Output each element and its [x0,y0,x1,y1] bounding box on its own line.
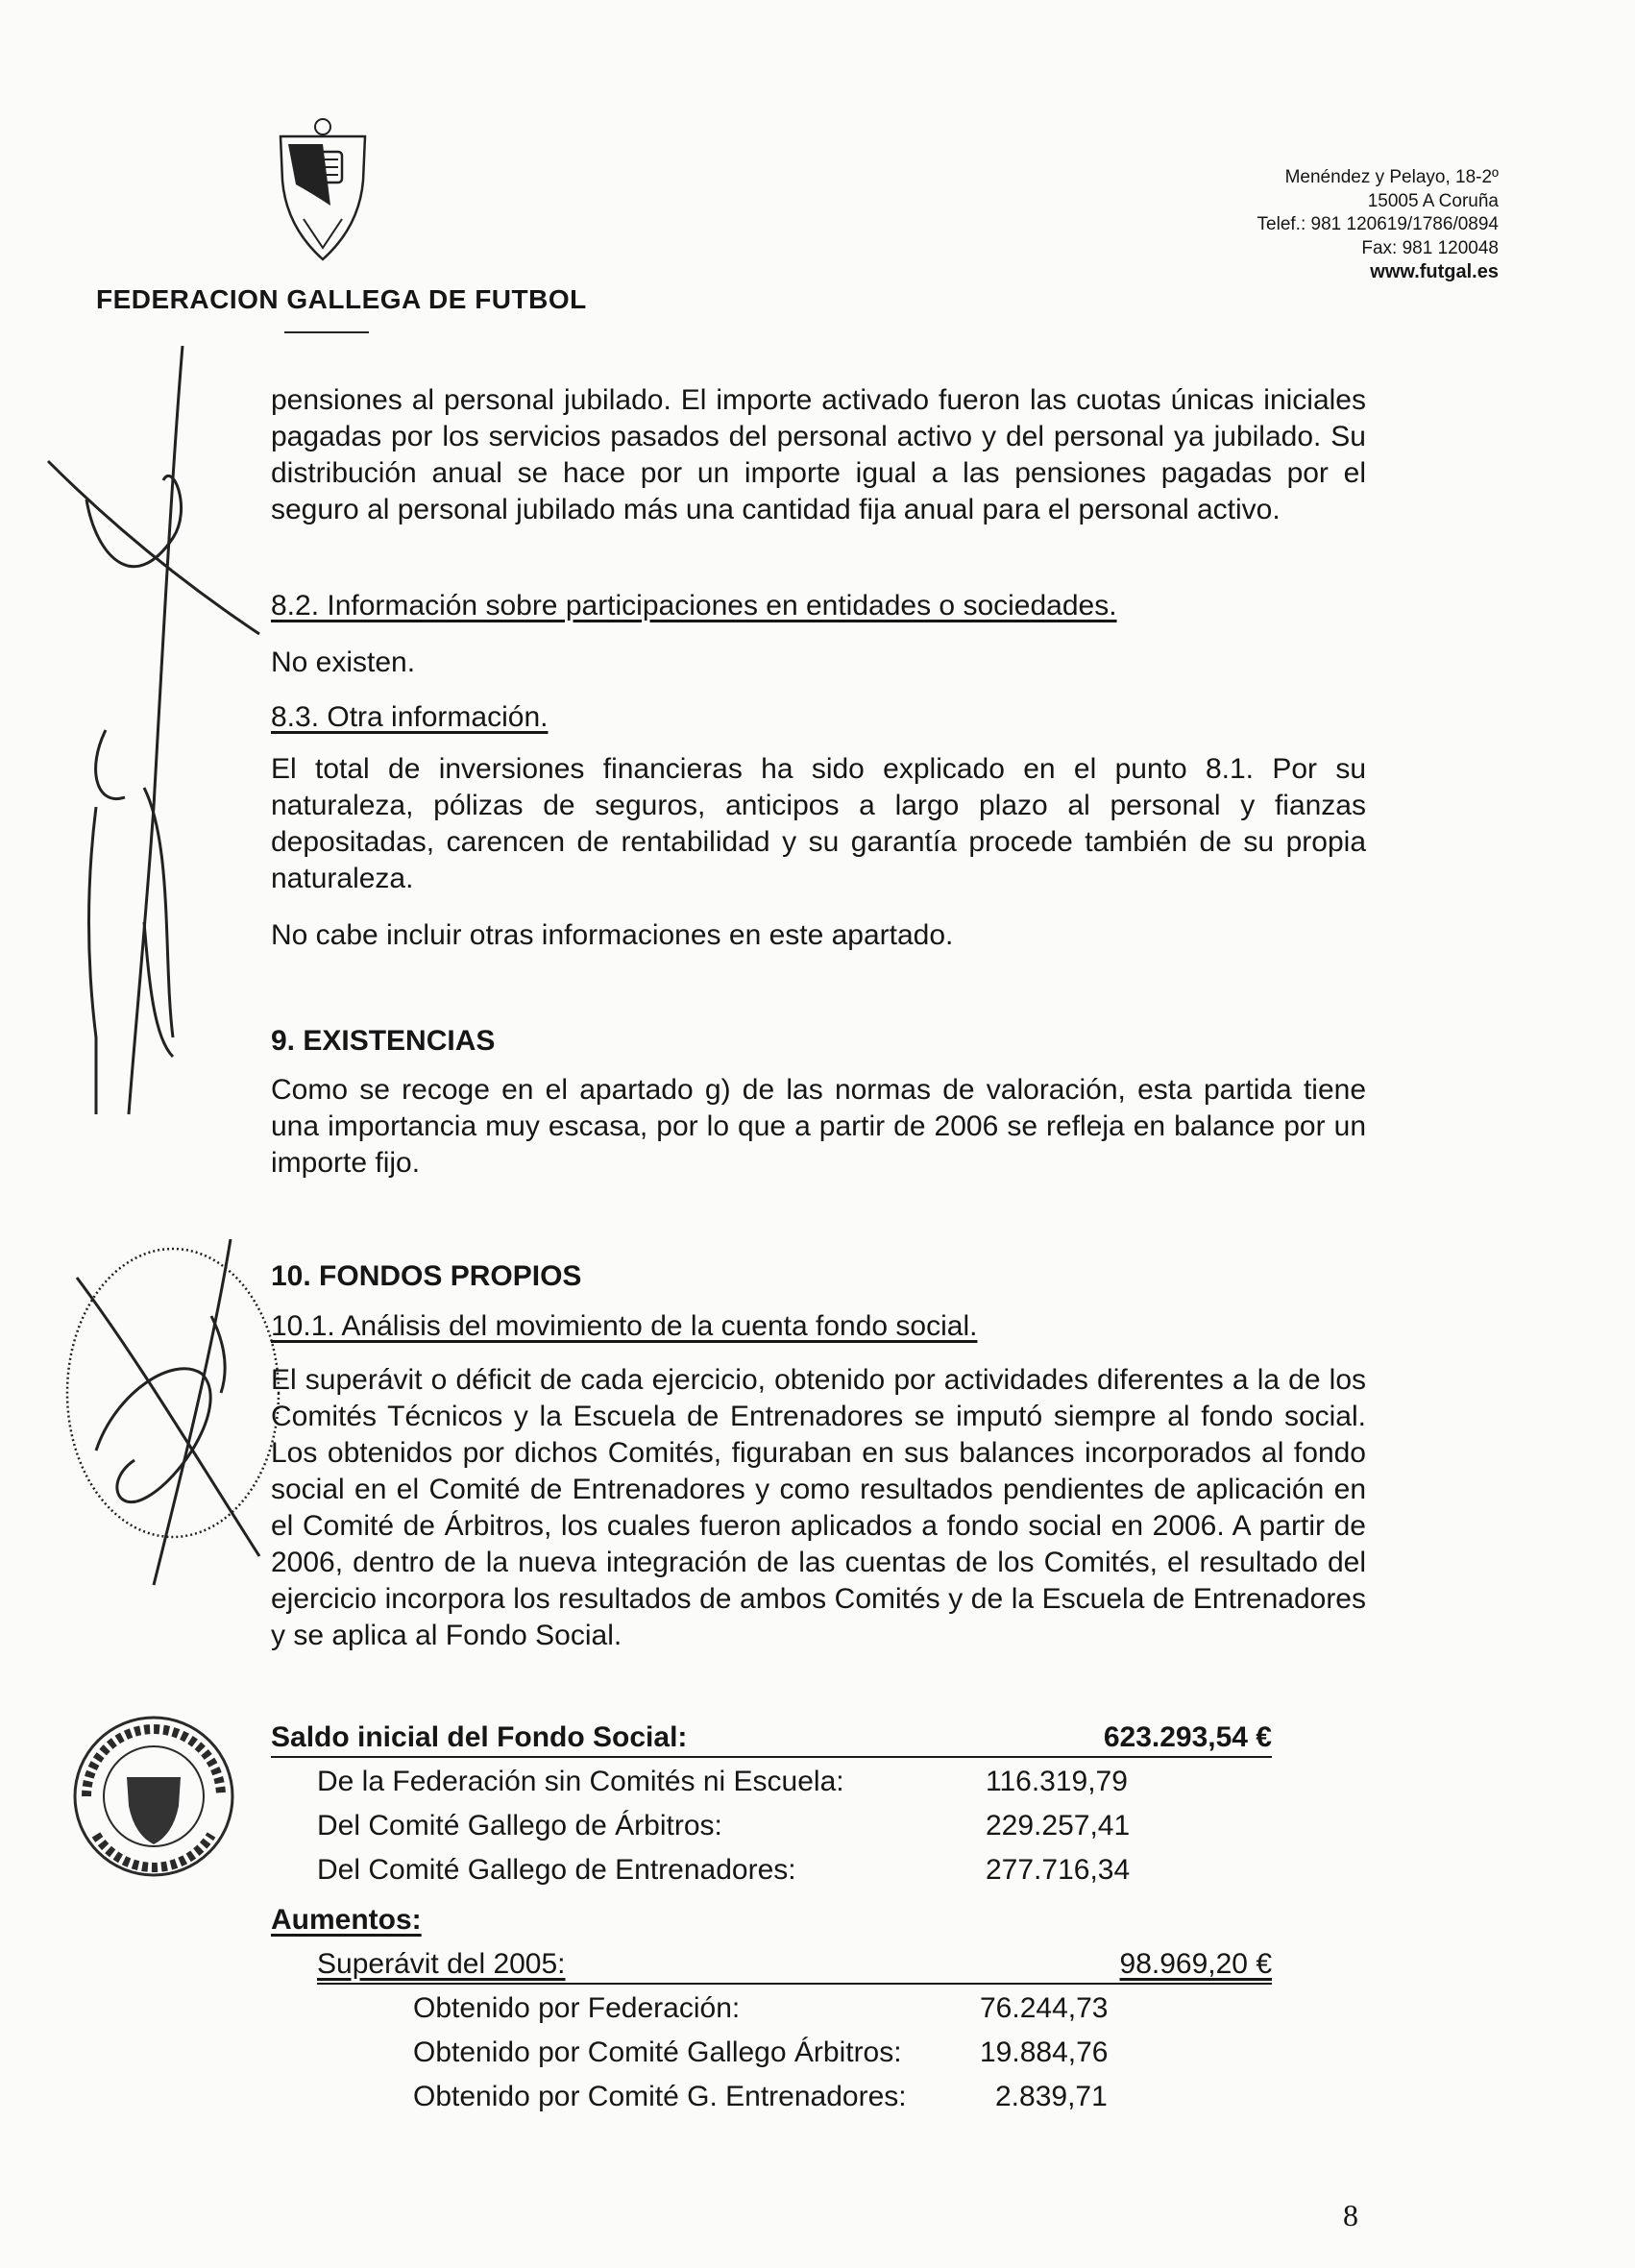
saldo-item-value: 116.319,79 [986,1766,1128,1797]
organization-name: FEDERACION GALLEGA DE FUTBOL [96,284,587,314]
address-line: Menéndez y Pelayo, 18-2º [1284,167,1499,187]
subheading-8-2: 8.2. Información sobre participaciones en entidades o sociedades. [271,590,1117,622]
superavit-rule [317,1983,1272,1985]
handwritten-signature-circle [38,1239,288,1604]
superavit-item-value: 2.839,71 [995,2081,1108,2112]
saldo-item-label: De la Federación sin Comités ni Escuela: [317,1766,844,1797]
federation-shield-logo [275,113,371,267]
heading-fondos-propios: 10. FONDOS PROPIOS [271,1260,582,1292]
organization-underline [284,331,369,333]
subheading-10-1: 10.1. Análisis del movimiento de la cuenta fondo social. [271,1310,978,1342]
superavit-item-value: 76.244,73 [980,1992,1109,2024]
text-no-existen: No existen. [271,646,416,678]
paragraph-no-cabe: No cabe incluir otras informaciones en este apartado. [271,919,954,951]
superavit-item-label: Obtenido por Comité G. Entrenadores: [413,2081,907,2112]
paragraph-fondo-social: El superávit o déficit de cada ejercicio, obtenido por actividades diferentes a la de los Comités Técnicos y la Escuela de Entrenadores se imputó siempre al fondo social. Los obtenidos por dichos Comités, figuraban en sus balances incorporados al fondo social en el Comité de Entrenadores y como resultados pendientes de aplicación en el Comité de Árbitros, los cuales fueron aplicados a fondo social en 2006. A partir de 2006, dentro de la nueva integración de las cuentas de los Comités, el resultado del ejercicio incorpora los resultados de ambos Comités y de la Escuela de Entrenadores y se aplica al Fondo Social. [271,1364,1366,1651]
superavit-item-value: 19.884,76 [980,2036,1109,2068]
handwritten-signature [29,346,269,1134]
saldo-item-label: Del Comité Gallego de Entrenadores: [317,1854,796,1886]
address-line: Telef.: 981 120619/1786/0894 [1257,214,1499,234]
heading-existencias: 9. EXISTENCIAS [271,1025,496,1057]
saldo-item-value: 229.257,41 [986,1810,1131,1841]
superavit-value: 98.969,20 € [1119,1948,1272,1980]
subheading-8-3: 8.3. Otra información. [271,701,549,733]
paragraph-inversiones: El total de inversiones financieras ha sido explicado en el punto 8.1. Por su naturaleza, pólizas de seguros, anticipos a largo plazo al personal y fianzas depositadas, carencen de rentabilidad y su garantía procede también de su propia naturaleza. [271,753,1366,894]
saldo-item-value: 277.716,34 [986,1854,1131,1886]
federation-stamp [67,1710,240,1883]
saldo-inicial-rule [271,1756,1272,1758]
page-number: 8 [1343,2198,1358,2232]
saldo-item-label: Del Comité Gallego de Árbitros: [317,1810,722,1841]
aumentos-label: Aumentos: [271,1904,422,1936]
address-line: 15005 A Coruña [1367,190,1499,211]
superavit-item-label: Obtenido por Federación: [413,1992,741,2024]
paragraph-existencias: Como se recoge en el apartado g) de las normas de valoración, esta partida tiene una importancia muy escasa, por lo que a partir de 2006 se refleja en balance por un importe fijo. [271,1074,1366,1179]
paragraph-pensions: pensiones al personal jubilado. El importe activado fueron las cuotas únicas iniciales pagadas por los servicios pasados del personal activo y del personal ya jubilado. Su distribución anual se hace por un importe igual a las pensiones pagadas por el seguro al personal jubilado más una cantidad fija anual para el personal activo. [271,384,1366,525]
address-block [1057,166,1499,284]
superavit-label: Superávit del 2005: [317,1948,566,1980]
saldo-inicial-label: Saldo inicial del Fondo Social: [271,1721,688,1753]
saldo-inicial-value: 623.293,54 € [1103,1721,1272,1753]
address-line: Fax: 981 120048 [1361,237,1499,258]
website-link[interactable]: www.futgal.es [1370,261,1499,282]
superavit-item-label: Obtenido por Comité Gallego Árbitros: [413,2036,902,2068]
